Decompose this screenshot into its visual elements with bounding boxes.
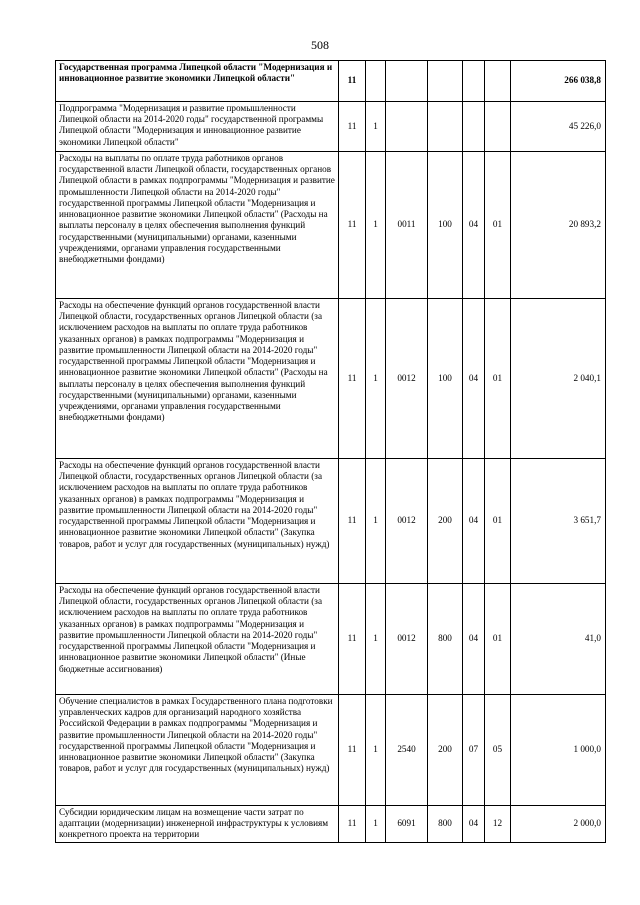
amount: 266 038,8: [511, 61, 606, 102]
subsection-code: 01: [485, 584, 511, 695]
target-code: [386, 102, 428, 152]
subprogram-code: 1: [366, 102, 386, 152]
subprogram-code: 1: [366, 459, 386, 584]
amount: 41,0: [511, 584, 606, 695]
target-code: [386, 61, 428, 102]
row-description: Расходы на обеспечение функций органов государственной власти Липецкой области, государственных органов Липецкой области (за исключением расходов на выплаты по оплате труда работников указанных органов) в рамках подпрограммы "Модернизация и развитие промышленности Липецкой области на 2014-2020 годы" государственной программы Липецкой области "Модернизация и инновационное развитие экономики Липецкой области" (Расходы на выплаты персоналу в целях обеспечения выполнения функций государственными (муниципальными) органами, казенными учреждениями, органами управления государственными внебюджетными фондами): [56, 299, 339, 459]
target-code: 0012: [386, 299, 428, 459]
section-code: 04: [463, 459, 485, 584]
target-code: 0012: [386, 459, 428, 584]
subsection-code: 12: [485, 806, 511, 843]
section-code: 04: [463, 299, 485, 459]
subsection-code: 01: [485, 152, 511, 299]
expense-type-code: 100: [428, 299, 463, 459]
ministry-code: 11: [339, 459, 366, 584]
section-code: 07: [463, 695, 485, 806]
subsection-code: 01: [485, 299, 511, 459]
row-description: Субсидии юридическим лицам на возмещение части затрат по адаптации (модернизации) инженерной инфраструктуры к условиям конкретного проекта на территории: [56, 806, 339, 843]
table-row: [56, 152, 606, 299]
subprogram-code: 1: [366, 695, 386, 806]
ministry-code: 11: [339, 102, 366, 152]
section-code: [463, 61, 485, 102]
expense-type-code: 800: [428, 584, 463, 695]
target-code: 2540: [386, 695, 428, 806]
ministry-code: 11: [339, 695, 366, 806]
section-code: 04: [463, 584, 485, 695]
ministry-code: 11: [339, 299, 366, 459]
expense-type-code: [428, 102, 463, 152]
page-number: 508: [311, 38, 329, 52]
target-code: 6091: [386, 806, 428, 843]
section-code: 04: [463, 152, 485, 299]
subprogram-code: 1: [366, 584, 386, 695]
amount: 2 000,0: [511, 806, 606, 843]
row-description: Обучение специалистов в рамках Государственного плана подготовки управленческих кадров для организаций народного хозяйства Российской Федерации в рамках подпрограммы "Модернизация и развитие промышленности Липецкой области на 2014-2020 годы" государственной программы Липецкой области "Модернизация и инновационное развитие экономики Липецкой области" (Закупка товаров, работ и услуг для государственных (муниципальных) нужд): [56, 695, 339, 806]
table-row: [56, 102, 606, 152]
expense-type-code: 800: [428, 806, 463, 843]
table-row: [56, 584, 606, 695]
subsection-code: [485, 102, 511, 152]
table-row: [56, 459, 606, 584]
row-description: Расходы на обеспечение функций органов государственной власти Липецкой области, государственных органов Липецкой области (за исключением расходов на выплаты по оплате труда работников указанных органов) в рамках подпрограммы "Модернизация и развитие промышленности Липецкой области на 2014-2020 годы" государственной программы Липецкой области "Модернизация и инновационное развитие экономики Липецкой области" (Закупка товаров, работ и услуг для государственных (муниципальных) нужд): [56, 459, 339, 584]
expense-type-code: 200: [428, 459, 463, 584]
target-code: 0012: [386, 584, 428, 695]
amount: 3 651,7: [511, 459, 606, 584]
table-row: [56, 61, 606, 102]
table-row: [56, 299, 606, 459]
subsection-code: 01: [485, 459, 511, 584]
subprogram-code: 1: [366, 806, 386, 843]
expense-type-code: 200: [428, 695, 463, 806]
subsection-code: [485, 61, 511, 102]
subprogram-code: [366, 61, 386, 102]
amount: 45 226,0: [511, 102, 606, 152]
subprogram-code: 1: [366, 299, 386, 459]
budget-table: [55, 60, 606, 843]
amount: 1 000,0: [511, 695, 606, 806]
expense-type-code: 100: [428, 152, 463, 299]
section-code: 04: [463, 806, 485, 843]
expense-type-code: [428, 61, 463, 102]
subprogram-code: 1: [366, 152, 386, 299]
ministry-code: 11: [339, 152, 366, 299]
section-code: [463, 102, 485, 152]
amount: 2 040,1: [511, 299, 606, 459]
ministry-code: 11: [339, 584, 366, 695]
subsection-code: 05: [485, 695, 511, 806]
amount: 20 893,2: [511, 152, 606, 299]
row-description: Подпрограмма "Модернизация и развитие промышленности Липецкой области на 2014-2020 годы" государственной программы Липецкой области "Модернизация и инновационное развитие экономики Липецкой области": [56, 102, 339, 152]
target-code: 0011: [386, 152, 428, 299]
ministry-code: 11: [339, 61, 366, 102]
row-description: Государственная программа Липецкой области "Модернизация и инновационное развитие экономики Липецкой области": [56, 61, 339, 102]
table-row: [56, 695, 606, 806]
row-description: Расходы на обеспечение функций органов государственной власти Липецкой области, государственных органов Липецкой области (за исключением расходов на выплаты по оплате труда работников указанных органов) в рамках подпрограммы "Модернизация и развитие промышленности Липецкой области на 2014-2020 годы" государственной программы Липецкой области "Модернизация и инновационное развитие экономики Липецкой области" (Иные бюджетные ассигнования): [56, 584, 339, 695]
table-row: [56, 806, 606, 843]
ministry-code: 11: [339, 806, 366, 843]
row-description: Расходы на выплаты по оплате труда работников органов государственной власти Липецкой области, государственных органов Липецкой области в рамках подпрограммы "Модернизация и развитие промышленности Липецкой области на 2014-2020 годы" государственной программы Липецкой области "Модернизация и инновационное развитие экономики Липецкой области" (Расходы на выплаты персоналу в целях обеспечения выполнения функций государственными (муниципальными) органами, казенными учреждениями, органами управления государственными внебюджетными фондами): [56, 152, 339, 299]
